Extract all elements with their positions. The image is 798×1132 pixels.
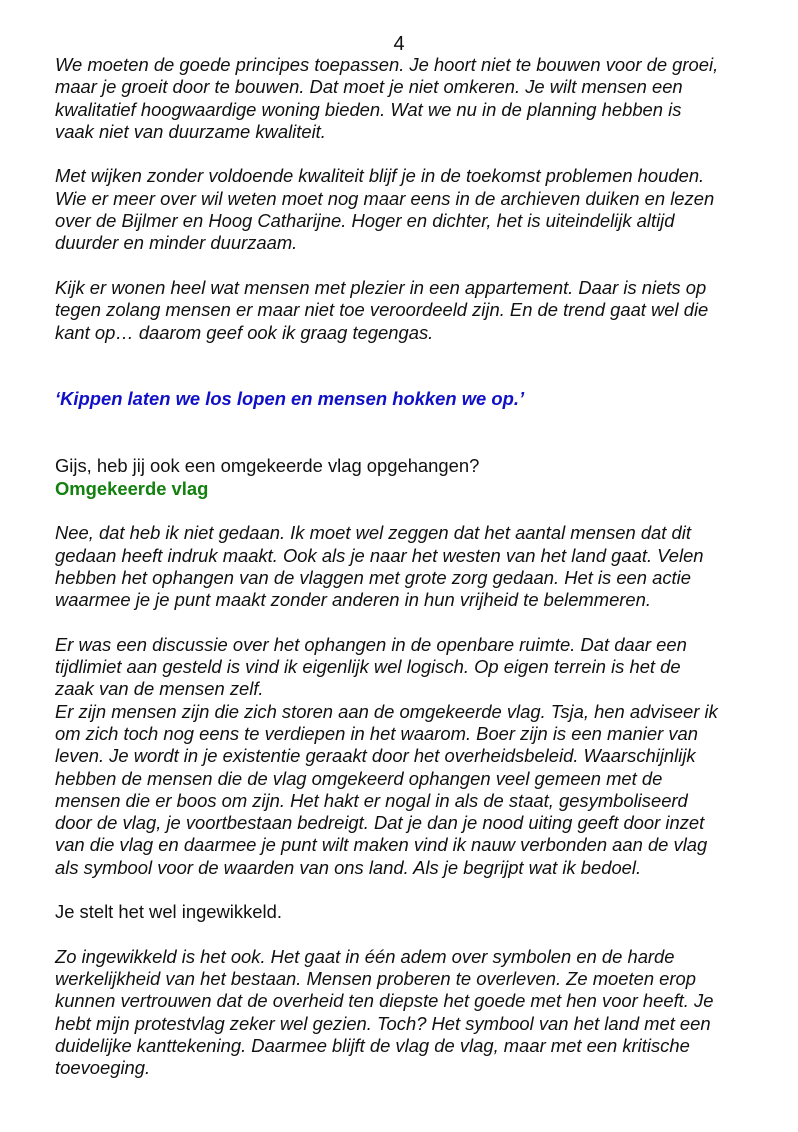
paragraph-spacer — [55, 143, 755, 165]
paragraph-spacer — [55, 255, 755, 277]
page-number: 4 — [393, 33, 405, 55]
paragraph-principles: We moeten de goede principes toepassen. Je hoort niet te bouwen voor de groei, maar je groeit door te bouwen. Dat moet je niet omkeren. Je wilt mensen een kwalitatief hoogwaardige woning bieden. Wat we nu in de planning hebben is vaak niet van duurzame kwaliteit. — [55, 54, 719, 142]
interview-question: Je stelt het wel ingewikkeld. — [55, 901, 282, 923]
pull-quote: ‘Kippen laten we los lopen en mensen hokken we op.’ — [55, 388, 525, 410]
paragraph-answer-flag: Nee, dat heb ik niet gedaan. Ik moet wel zeggen dat het aantal mensen dat dit gedaan heeft indruk maakt. Ook als je naar het westen van het land gaat. Velen hebben het ophangen van de vlaggen met grote zorg gedaan. Het is een actie waarmee je je punt maakt zonder anderen in hun vrijheid te belemmeren. — [55, 522, 704, 611]
paragraph-spacer — [55, 879, 755, 901]
paragraph-objectors: Er zijn mensen zijn die zich storen aan de omgekeerde vlag. Tsja, hen adviseer ik om zich toch nog eens te verdiepen in het waarom. Boer zijn is een manier van leven. Je wordt in je existentie geraakt door het overheidsbeleid. Waarschijnlijk hebben de mensen die de vlag omgekeerd ophangen veel gemeen met de mensen die er boos om zijn. Het hakt er nogal in als de staat, gesymboliseerd door de vlag, je voortbestaan bedreigt. Dat je dan je nood uiting geeft door inzet van die vlag en daarmee je punt wilt maken vind ik nauw verbonden aan de vlag als symbool voor de waarden van ons land. Als je begrijpt wat ik bedoel. — [55, 700, 718, 878]
document-body — [55, 54, 755, 1080]
paragraph-spacer — [55, 344, 755, 389]
paragraph-public-space: Er was een discussie over het ophangen in de openbare ruimte. Dat daar een tijdlimiet aan gesteld is vind ik eigenlijk wel logisch. Op eigen terrein is het de zaak van de mensen zelf. — [55, 633, 687, 700]
paragraph-spacer — [55, 611, 755, 633]
interview-question: Gijs, heb jij ook een omgekeerde vlag opgehangen? — [55, 455, 480, 477]
paragraph-spacer — [55, 500, 755, 522]
paragraph-spacer — [55, 411, 755, 456]
paragraph-complexity: Zo ingewikkeld is het ook. Het gaat in één adem over symbolen en de harde werkelijkheid van het bestaan. Mensen proberen te overleven. Ze moeten erop kunnen vertrouwen dat de overheid ten diepste het goede met hen voor heeft. Je hebt mijn protestvlag zeker wel gezien. Toch? Het symbool van het land met een duidelijke kanttekening. Daarmee blijft de vlag de vlag, maar met een kritische toevoeging. — [55, 945, 714, 1079]
paragraph-spacer — [55, 924, 755, 946]
paragraph-neighbourhood-quality: Met wijken zonder voldoende kwaliteit blijf je in de toekomst problemen houden. Wie er meer over wil weten moet nog maar eens in de archieven duiken en lezen over de Bijlmer en Hoog Catharijne. Hoger en dichter, het is uiteindelijk altijd duurder en minder duurzaam. — [55, 165, 715, 254]
section-heading: Omgekeerde vlag — [55, 477, 209, 499]
paragraph-apartments: Kijk er wonen heel wat mensen met plezier in een appartement. Daar is niets op tegen zolang mensen er maar niet toe veroordeeld zijn. En de trend gaat wel die kant op… daarom geef ook ik graag tegengas. — [55, 276, 709, 343]
